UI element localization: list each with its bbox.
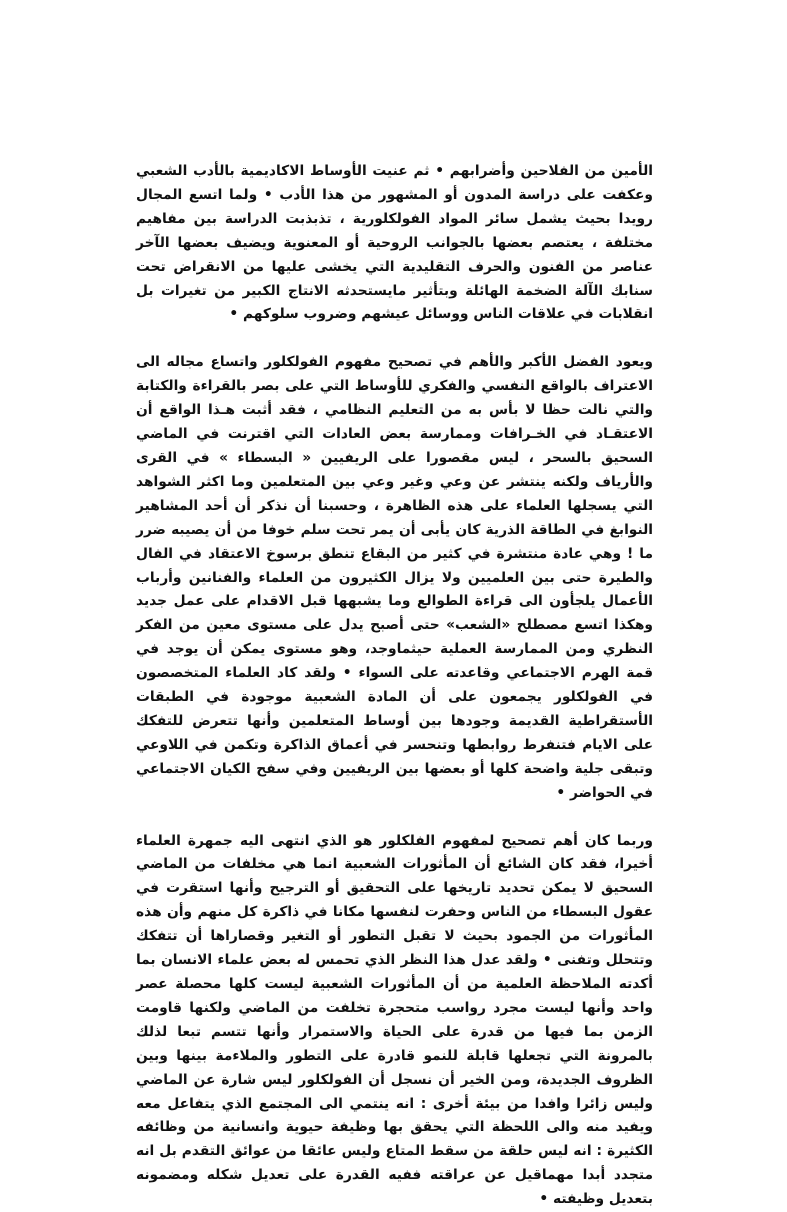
paragraph-1: الأمين من الفلاحين وأضرابهم • ثم عنيت الأوساط الاكاديمية بالأدب الشعبي وعكفت على دراسة المدون أو المشهور من هذا الأدب • ولما اتسع المجال رويدا بحيث يشمل سائر المواد الفولكلورية ، تذبذبت الدراسة بين مفاهيم مختلفة ، يعتصم بعضها بالجوانب الروحية أو المعنوية ويضيف بعضها الآخر عناصر من الفنون والحرف التقليدية التي يخشى عليها من الانقراض تحت سنابك الآلة الضخمة الهائلة وبتأثير مايستحدثه الانتاج الكبير من تغيرات بل انقلابات في علاقات الناس ووسائل عيشهم وضروب سلوكهم • [136,163,653,323]
paragraph-3: وربما كان أهم تصحيح لمفهوم الفلكلور هو الذي انتهى اليه جمهرة العلماء أخيرا، فقد كان الشائع أن المأثورات الشعبية انما هي مخلفات من الماضي السحيق لا يمكن تحديد تاريخها على التحقيق أو الترجيح وأنها استقرت في عقول البسطاء من الناس وحفرت لنفسها مكانا في ذاكرة كل منهم وأن هذه المأثورات من الجمود بحيث لا تقبل التطور أو التغير وقصاراها أن تتفكك وتتحلل وتفنى • ولقد عدل هذا النظر الذي تحمس له بعض علماء الانسان بما أكدته الملاحظة العلمية من أن المأثورات الشعبية ليست كلها محصلة عصر واحد وأنها ليست مجرد رواسب متحجرة تخلفت من الماضي ولكنها قاومت الزمن بما فيها من قدرة على الحياة والاستمرار وأنها تتسم تبعا لذلك بالمرونة التي تجعلها قابلة للنمو قادرة على التطور والملاءمة بينها وبين الظروف الجديدة، ومن الخير أن نسجل أن الفولكلور ليس شارة عن الماضي وليس زائرا وافدا من بيئة أخرى : انه ينتمي الى المجتمع الذي يتفاعل معه ويفيد منه والى اللحظة التي يحقق بها وظيفة حيوية وانسانية من وظائفه الكثيرة : انه ليس حلقة من سقط المتاع وليس عائقا من عوائق التقدم بل انه متجدد أبدا مهماقيل عن عراقته ففيه القدرة على تعديل شكله ومضمونه بتعديل وظيفته • [136,832,653,1208]
paragraph-2: ويعود الفضل الأكبر والأهم في تصحيح مفهوم الفولكلور واتساع مجاله الى الاعتراف بالواقع النفسي والفكري للأوساط التي على بصر بالقراءة والكتابة والتي نالت حظا لا بأس به من التعليم النظامي ، فقد أثبت هـذا الواقع أن الاعتقـاد في الخـرافات وممارسة بعض العادات التي اقترنت في الماضي السحيق بالسحر ، ليس مقصورا على الريفيين « البسطاء » في القرى والأرياف ولكنه ينتشر عن وعي وغير وعي بين المتعلمين وما اكثر الشواهد التي يسجلها العلماء على هذه الظاهرة ، وحسبنا أن نذكر أن أحد المشاهير النوابغ في الطاقة الذرية كان يأبى أن يمر تحت سلم خوفا من أن يصيبه ضرر ما ! وهي عادة منتشرة في كثير من البقاع تنطق برسوخ الاعتقاد في الفال والطيرة حتى بين العلميين ولا يزال الكثيرون من العلماء والفنانين وأرباب الأعمال يلجأون الى قراءة الطوالع وما يشبهها قبل الاقدام على عمل جديد وهكذا اتسع مصطلح «الشعب» حتى أصبح يدل على مستوى معين من الفكر النظري ومن الممارسة العملية حيثماوجد، وهو مستوى يمكن أن يوجد في قمة الهرم الاجتماعي وقاعدته على السواء • ولقد كاد العلماء المتخصصون في الفولكلور يجمعون على أن المادة الشعبية موجودة في الطبقات الأستقراطية القديمة وجودها بين أوساط المتعلمين وأنها تتعرض للتفكك على الايام فتنفرط روابطها وتنحسر في أعماق الذاكرة وتكمن في اللاوعي وتبقى جلية واضحة كلها أو بعضها بين الريفيين وفي سفح الكيان الاجتماعي في الحواضر • [136,354,653,801]
